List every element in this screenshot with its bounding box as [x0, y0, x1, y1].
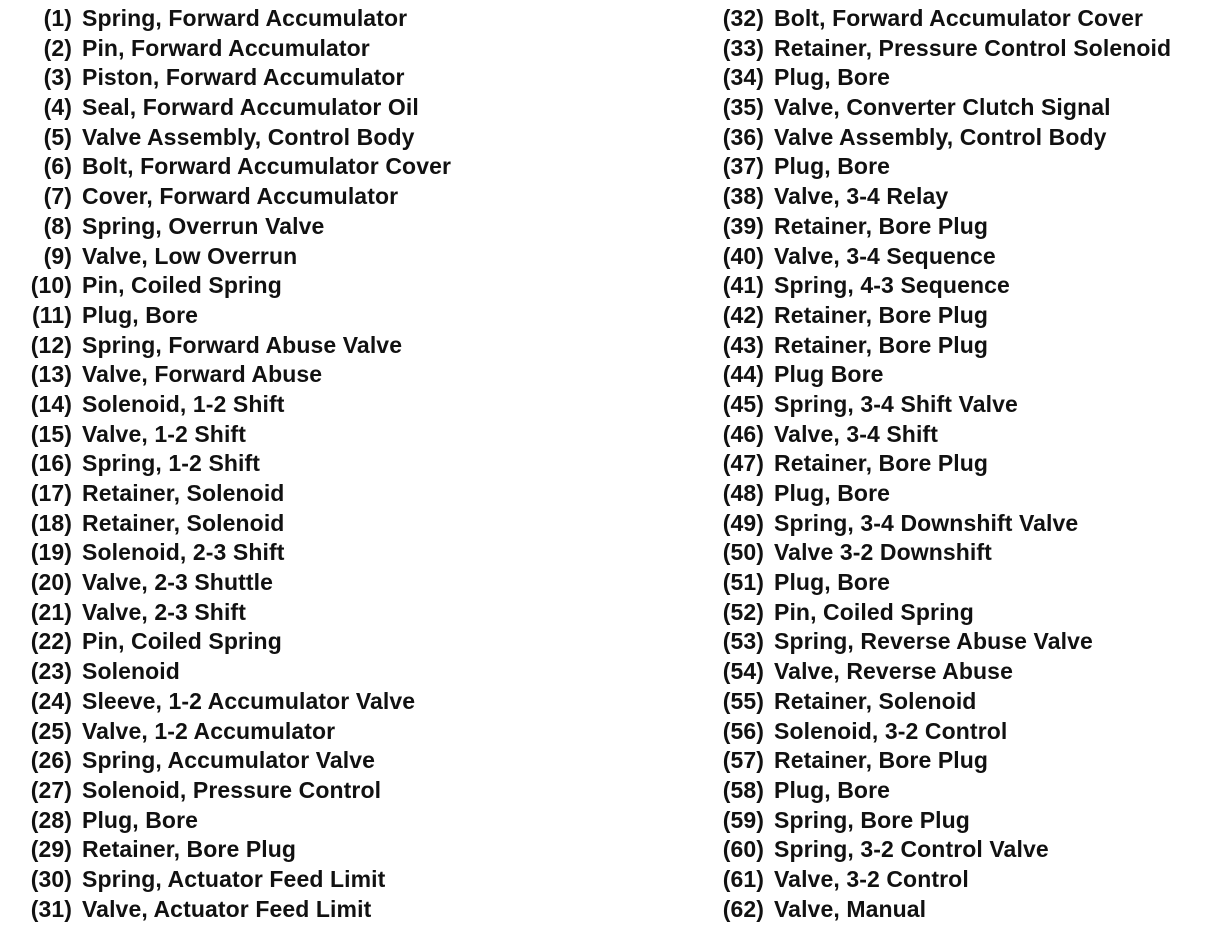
- legend-item: [6, 509, 686, 539]
- legend-item-description: Spring, Forward Accumulator: [82, 5, 408, 31]
- legend-item-number: (2): [43, 34, 72, 61]
- legend-item: [706, 93, 1226, 123]
- legend-item-number: (6): [43, 153, 72, 180]
- legend-item-number: (50): [722, 539, 764, 566]
- legend-item-description: Spring, Actuator Feed Limit: [82, 865, 386, 892]
- legend-item-description: Valve, 3-4 Shift: [774, 420, 938, 447]
- legend-item-description: Plug, Bore: [774, 153, 891, 180]
- legend-item-description: Spring, 4-3 Sequence: [774, 272, 1010, 299]
- legend-item: [706, 271, 1226, 301]
- legend-item-description: Sleeve, 1-2 Accumulator Valve: [82, 687, 416, 714]
- legend-item-description: Spring, Bore Plug: [774, 806, 970, 833]
- legend-item-description: Retainer, Bore Plug: [774, 747, 989, 774]
- legend-item-number: (42): [722, 301, 764, 328]
- legend-item-description: Plug Bore: [774, 361, 884, 388]
- legend-item-number: (28): [30, 806, 72, 833]
- legend-item: [706, 806, 1226, 836]
- legend-item-description: Valve, 2-3 Shuttle: [82, 569, 273, 596]
- legend-item-description: Plug, Bore: [774, 776, 891, 803]
- legend-item-description: Plug, Bore: [774, 569, 891, 596]
- legend-item-number: (37): [722, 153, 764, 180]
- legend-item-description: Retainer, Pressure Control Solenoid: [774, 34, 1172, 61]
- legend-item-number: (14): [30, 390, 72, 417]
- legend-item-number: (18): [30, 509, 72, 536]
- legend-item-description: Seal, Forward Accumulator Oil: [82, 94, 419, 121]
- legend-item: [6, 479, 686, 509]
- legend-item: [706, 687, 1226, 717]
- legend-item: [706, 717, 1226, 747]
- legend-item-description: Spring, 1-2 Shift: [82, 450, 261, 477]
- legend-item-description: Spring, 3-4 Downshift Valve: [774, 509, 1079, 536]
- legend-item: [6, 717, 686, 747]
- legend-item: [6, 895, 686, 925]
- legend-item-description: Valve, Actuator Feed Limit: [82, 895, 372, 922]
- legend-item-description: Retainer, Bore Plug: [774, 212, 989, 239]
- legend-item: [6, 598, 686, 628]
- legend-item-number: (4): [43, 94, 72, 121]
- legend-item-description: Plug, Bore: [82, 301, 199, 328]
- legend-item-number: (55): [722, 687, 764, 714]
- legend-item-number: (59): [722, 806, 764, 833]
- legend-item-number: (32): [722, 5, 764, 31]
- legend-item: [706, 152, 1226, 182]
- legend-right-column: [706, 4, 1226, 924]
- legend-item-description: Valve, 3-2 Control: [774, 865, 969, 892]
- legend-item-number: (35): [722, 94, 764, 121]
- legend-item: [6, 390, 686, 420]
- legend-item-description: Pin, Coiled Spring: [82, 628, 282, 655]
- legend-item-description: Valve, 1-2 Accumulator: [82, 717, 336, 744]
- legend-item-number: (13): [30, 361, 72, 388]
- legend-item: [706, 895, 1226, 925]
- legend-item-number: (23): [30, 658, 72, 685]
- legend-item-number: (53): [722, 628, 764, 655]
- legend-item-description: Valve, Low Overrun: [82, 242, 298, 269]
- legend-item: [706, 449, 1226, 479]
- legend-item-number: (29): [30, 836, 72, 863]
- legend-item: [6, 360, 686, 390]
- legend-item-description: Retainer, Bore Plug: [774, 301, 989, 328]
- legend-item: [706, 538, 1226, 568]
- legend-item: [6, 538, 686, 568]
- legend-item-number: (49): [722, 509, 764, 536]
- legend-item-description: Spring, 3-2 Control Valve: [774, 836, 1049, 863]
- legend-item-number: (31): [30, 895, 72, 922]
- legend-item-description: Spring, Overrun Valve: [82, 212, 325, 239]
- legend-item-description: Pin, Coiled Spring: [82, 272, 282, 299]
- legend-item-description: Plug, Bore: [82, 806, 199, 833]
- legend-item: [6, 420, 686, 450]
- legend-item: [706, 390, 1226, 420]
- legend-item-description: Valve, 1-2 Shift: [82, 420, 246, 447]
- legend-item-number: (8): [43, 212, 72, 239]
- legend-item-number: (7): [43, 183, 72, 210]
- legend-left-column: [6, 4, 686, 924]
- parts-legend: [0, 4, 1232, 934]
- legend-item-description: Valve, 2-3 Shift: [82, 598, 246, 625]
- legend-item: [706, 509, 1226, 539]
- legend-item-description: Retainer, Solenoid: [82, 509, 285, 536]
- legend-item: [6, 568, 686, 598]
- legend-item-number: (21): [30, 598, 72, 625]
- legend-item: [6, 449, 686, 479]
- legend-item-description: Bolt, Forward Accumulator Cover: [774, 5, 1144, 31]
- legend-item: [6, 806, 686, 836]
- legend-item-description: Valve, Manual: [774, 895, 927, 922]
- legend-item-description: Spring, 3-4 Shift Valve: [774, 390, 1018, 417]
- legend-item-number: (56): [722, 717, 764, 744]
- legend-item-number: (47): [722, 450, 764, 477]
- legend-item: [706, 4, 1226, 34]
- legend-item: [6, 93, 686, 123]
- legend-item-number: (25): [30, 717, 72, 744]
- legend-item: [6, 152, 686, 182]
- legend-item-number: (24): [30, 687, 72, 714]
- legend-item: [706, 479, 1226, 509]
- legend-item: [6, 776, 686, 806]
- legend-item-description: Valve, Reverse Abuse: [774, 658, 1013, 685]
- legend-item-number: (34): [722, 64, 764, 91]
- legend-item-description: Valve, 3-4 Sequence: [774, 242, 996, 269]
- legend-item: [706, 865, 1226, 895]
- legend-item: [706, 301, 1226, 331]
- legend-item: [706, 657, 1226, 687]
- legend-item-description: Piston, Forward Accumulator: [82, 64, 405, 91]
- legend-item: [706, 123, 1226, 153]
- legend-item-description: Valve, Forward Abuse: [82, 361, 323, 388]
- legend-item: [6, 34, 686, 64]
- legend-item-description: Solenoid, 3-2 Control: [774, 717, 1008, 744]
- legend-item: [6, 4, 686, 34]
- legend-item-number: (36): [722, 123, 764, 150]
- legend-item-number: (39): [722, 212, 764, 239]
- legend-item: [706, 776, 1226, 806]
- legend-item-description: Plug, Bore: [774, 64, 891, 91]
- legend-item: [706, 34, 1226, 64]
- legend-item-number: (17): [30, 480, 72, 506]
- legend-item-description: Retainer, Solenoid: [774, 687, 977, 714]
- legend-item-number: (45): [722, 390, 764, 417]
- legend-item-description: Spring, Reverse Abuse Valve: [774, 628, 1093, 655]
- legend-item-number: (10): [30, 272, 72, 299]
- legend-item-number: (61): [722, 865, 764, 892]
- legend-item-number: (26): [30, 747, 72, 774]
- legend-item: [706, 331, 1226, 361]
- legend-item-description: Bolt, Forward Accumulator Cover: [82, 153, 452, 180]
- legend-item-number: (43): [722, 331, 764, 358]
- legend-item-number: (20): [30, 569, 72, 596]
- legend-item-number: (1): [43, 5, 72, 31]
- legend-item: [706, 182, 1226, 212]
- legend-item: [6, 331, 686, 361]
- legend-item: [706, 746, 1226, 776]
- legend-item-number: (48): [722, 480, 764, 506]
- legend-item-description: Solenoid, Pressure Control: [82, 776, 382, 803]
- legend-item-description: Spring, Accumulator Valve: [82, 747, 376, 774]
- legend-item-number: (16): [30, 450, 72, 477]
- legend-item: [6, 212, 686, 242]
- legend-item-description: Solenoid: [82, 658, 180, 685]
- legend-item-number: (27): [30, 776, 72, 803]
- legend-item-description: Solenoid, 2-3 Shift: [82, 539, 285, 566]
- legend-item: [706, 568, 1226, 598]
- legend-item-description: Valve 3-2 Downshift: [774, 539, 992, 566]
- legend-item: [6, 746, 686, 776]
- legend-item: [6, 123, 686, 153]
- legend-item: [706, 242, 1226, 272]
- legend-item-number: (30): [30, 865, 72, 892]
- legend-item-number: (62): [722, 895, 764, 922]
- legend-item-number: (41): [722, 272, 764, 299]
- legend-item-number: (11): [31, 301, 72, 328]
- legend-item-number: (5): [43, 123, 72, 150]
- legend-item-description: Valve, 3-4 Relay: [774, 183, 949, 210]
- legend-item-number: (33): [722, 34, 764, 61]
- legend-item: [6, 63, 686, 93]
- legend-item-number: (54): [722, 658, 764, 685]
- legend-item: [6, 301, 686, 331]
- legend-item: [6, 271, 686, 301]
- legend-item-number: (38): [722, 183, 764, 210]
- legend-item-number: (44): [722, 361, 764, 388]
- legend-item-number: (58): [722, 776, 764, 803]
- legend-item-description: Retainer, Bore Plug: [774, 450, 989, 477]
- legend-item-number: (57): [722, 747, 764, 774]
- legend-item-description: Retainer, Solenoid: [82, 480, 285, 506]
- legend-item: [6, 627, 686, 657]
- legend-item-description: Valve, Converter Clutch Signal: [774, 94, 1111, 121]
- legend-item-number: (40): [722, 242, 764, 269]
- legend-item-description: Retainer, Bore Plug: [82, 836, 297, 863]
- legend-item-description: Solenoid, 1-2 Shift: [82, 390, 285, 417]
- legend-item-number: (9): [43, 242, 72, 269]
- legend-item: [6, 242, 686, 272]
- legend-item-number: (60): [722, 836, 764, 863]
- legend-item-number: (19): [30, 539, 72, 566]
- legend-item: [706, 63, 1226, 93]
- legend-item: [706, 360, 1226, 390]
- legend-item: [706, 212, 1226, 242]
- legend-item-description: Retainer, Bore Plug: [774, 331, 989, 358]
- legend-item: [706, 420, 1226, 450]
- legend-item-description: Valve Assembly, Control Body: [774, 123, 1107, 150]
- legend-item: [6, 865, 686, 895]
- legend-item-description: Valve Assembly, Control Body: [82, 123, 415, 150]
- legend-item: [706, 627, 1226, 657]
- legend-item-number: (12): [30, 331, 72, 358]
- legend-item: [706, 598, 1226, 628]
- legend-item-number: (46): [722, 420, 764, 447]
- legend-item-description: Plug, Bore: [774, 480, 891, 506]
- legend-item-number: (51): [722, 569, 764, 596]
- legend-item: [6, 835, 686, 865]
- legend-item-number: (15): [30, 420, 72, 447]
- legend-item-description: Pin, Forward Accumulator: [82, 34, 370, 61]
- legend-item-description: Pin, Coiled Spring: [774, 598, 974, 625]
- legend-item: [6, 182, 686, 212]
- legend-item-number: (22): [30, 628, 72, 655]
- legend-item: [706, 835, 1226, 865]
- legend-item: [6, 657, 686, 687]
- legend-item-number: (3): [43, 64, 72, 91]
- legend-item: [6, 687, 686, 717]
- legend-item-description: Cover, Forward Accumulator: [82, 183, 399, 210]
- legend-item-description: Spring, Forward Abuse Valve: [82, 331, 403, 358]
- legend-item-number: (52): [722, 598, 764, 625]
